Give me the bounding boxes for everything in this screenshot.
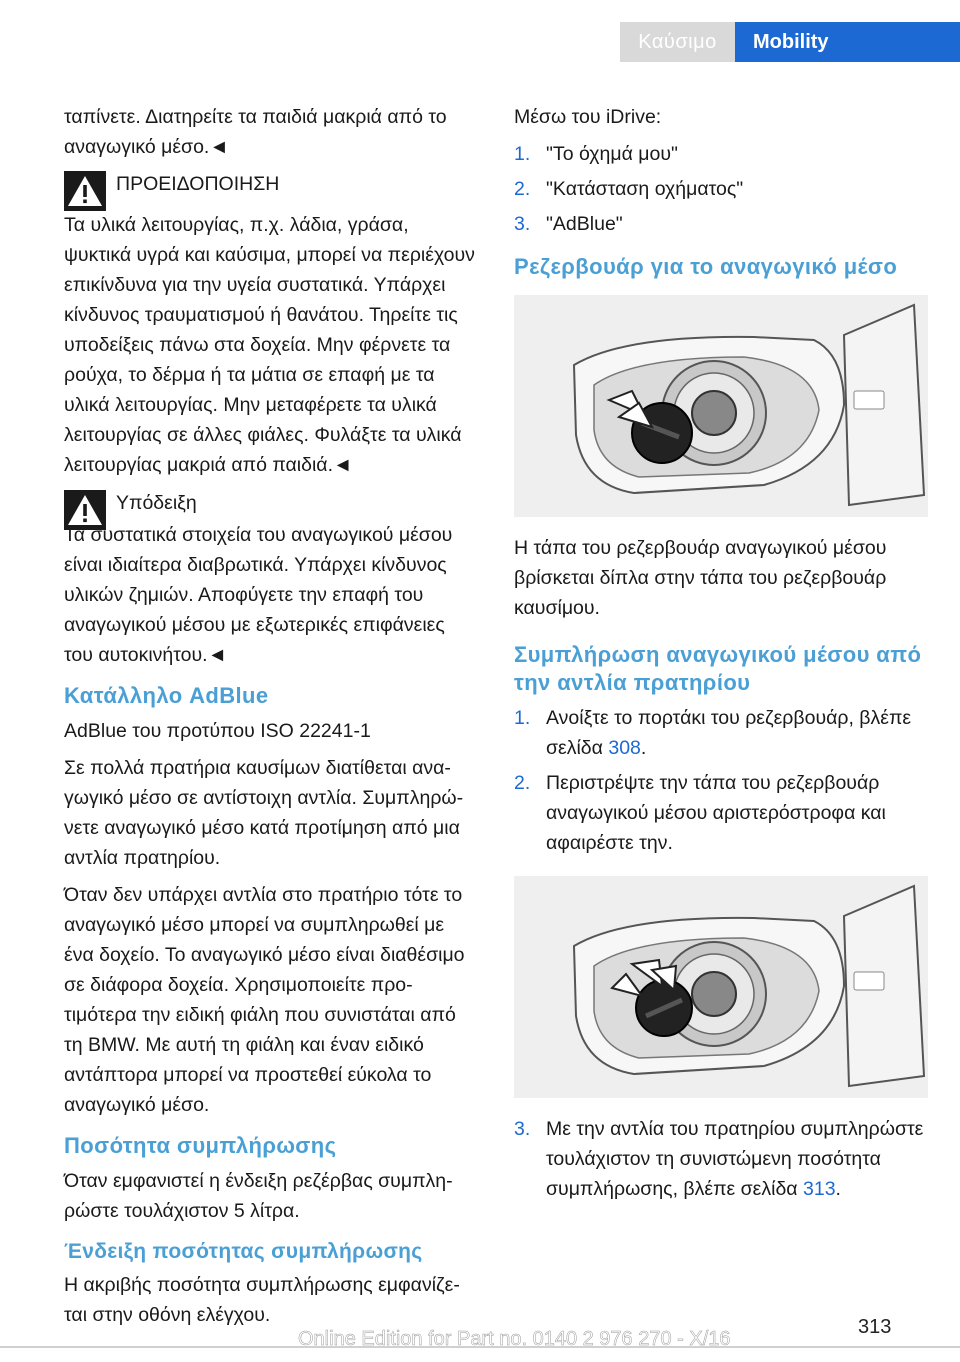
cap-removal-illustration [514, 876, 928, 1098]
adblue-pump-text: Σε πολλά πρατήρια καυσίμων διατίθεται αναγωγικό μέσο σε αντίστοιχη αντλία. Συμπληρώνετε αναγωγικό μέσο κατά προτίμηση από μια αντλία πρατηρίου. [64, 757, 464, 869]
warning-title: ΠΡΟΕΙΔΟΠΟΙΗΣΗ [116, 173, 280, 195]
section-tab[interactable]: Καύσιμο [620, 22, 735, 62]
notice-title: Υπόδειξη [116, 492, 197, 514]
heading-fill-display: Ένδειξη ποσότητας συμπλήρωσης [64, 1240, 423, 1263]
page-number: 313 [858, 1316, 892, 1338]
footer-edition: Online Edition for Part no. 0140 2 976 270 - X/16 [298, 1328, 731, 1350]
refill-step: 3. Με την αντλία του πρατηρίου συμπληρώστε τουλάχιστον τη συνιστώμενη ποσότητα συμπλήρωσης, βλέπε σελίδα 313. [514, 1118, 924, 1200]
left-column [64, 102, 476, 1337]
refill-steps-continued [514, 1114, 928, 1204]
fill-display-text: Η ακριβής ποσότητα συμπλήρωσης εμφανίζεται στην οθόνη ελέγχου. [64, 1274, 460, 1326]
refill-steps [514, 703, 928, 858]
tank-cap-illustration [514, 295, 928, 517]
page-header [0, 22, 960, 62]
adblue-container-text: Όταν δεν υπάρχει αντλία στο πρατήριο τότε το αναγωγικό μέσο μπορεί να συμπληρωθεί με ένα δοχείο. Το αναγωγικό μέσο είναι διαθέσιμο σε διάφορα δοχεία. Χρησιμοποιείτε προτιμότερα την ειδική φιάλη που συνιστάται από τη BMW. Με αυτή τη φιάλη και έναν ειδικό αντάπτορα μπορεί να προστεθεί εύκολα το αναγωγικό μέσο. [64, 884, 465, 1116]
idrive-step: 3. "AdBlue" [514, 213, 623, 235]
refill-step: 2. Περιστρέψτε την τάπα του ρεζερβουάρ αναγωγικού μέσου αριστερόστροφα και αφαιρέστε την. [514, 772, 886, 854]
idrive-step: 2. "Κατάσταση οχήματος" [514, 178, 744, 200]
heading-suitable-adblue: Κατάλληλο AdBlue [64, 683, 269, 708]
refill-step: 1. Ανοίξτε το πορτάκι του ρεζερβουάρ, βλέπε σελίδα 308. [514, 707, 912, 759]
intro-paragraph: ταπίνετε. Διατηρείτε τα παιδιά μακριά από το αναγωγικό μέσο.◄ [64, 106, 447, 158]
notice-block [64, 488, 476, 670]
page-ref-link[interactable]: 308 [608, 737, 641, 759]
warning-block [64, 169, 476, 480]
heading-reductant-tank: Ρεζερβουάρ για το αναγωγικό μέσο [514, 254, 898, 279]
cap-removal-figure [514, 876, 928, 1098]
right-column [514, 102, 928, 1212]
page-ref-link[interactable]: 313 [803, 1178, 836, 1200]
tank-location-text: Η τάπα του ρεζερβουάρ αναγωγικού μέσου βρίσκεται δίπλα στην τάπα του ρεζερβουάρ καυσίμου. [514, 537, 887, 619]
warning-triangle-icon [64, 171, 106, 211]
notice-text: Τα συστατικά στοιχεία του αναγωγικού μέσου είναι ιδιαίτερα διαβρωτικά. Υπάρχει κίνδυνος υλικών ζημιών. Αποφύγετε την επαφή του αναγωγικού μέσου με εξωτερικές επιφάνειες του αυτοκινήτου.◄ [64, 524, 453, 666]
chapter-tab[interactable]: Mobility [735, 22, 960, 62]
idrive-intro: Μέσω του iDrive: [514, 106, 662, 128]
tank-cap-figure [514, 295, 928, 517]
idrive-step: 1. "Το όχημά μου" [514, 143, 678, 165]
page-footer [0, 1316, 960, 1356]
fill-quantity-text: Όταν εμφανιστεί η ένδειξη ρεζέρβας συμπληρώστε τουλάχιστον 5 λίτρα. [64, 1170, 453, 1222]
idrive-steps [514, 139, 928, 239]
warning-text: Τα υλικά λειτουργίας, π.χ. λάδια, γράσα, ψυκτικά υγρά και καύσιμα, μπορεί να περιέχουν επικίνδυνα για την υγεία συστατικά. Υπάρχει κίνδυνος τραυματισμού ή θανάτου. Τηρείτε τις υποδείξεις πάνω στα δοχεία. Μην φέρνετε τα ρούχα, το δέρμα ή τα μάτια σε επαφή με τα υλικά λειτουργίας. Μην μεταφέρετε τα υλικά λειτουργίας σε άλλες φιάλες. Φυλάξτε τα υλικά λειτουργίας μακριά από παιδιά.◄ [64, 214, 475, 476]
heading-refill-from-pump: Συμπλήρωση αναγωγικού μέσου από την αντλία πρατηρίου [514, 642, 922, 695]
heading-fill-quantity: Ποσότητα συμπλήρωσης [64, 1133, 337, 1158]
adblue-standard: AdBlue του προτύπου ISO 22241-1 [64, 720, 371, 742]
